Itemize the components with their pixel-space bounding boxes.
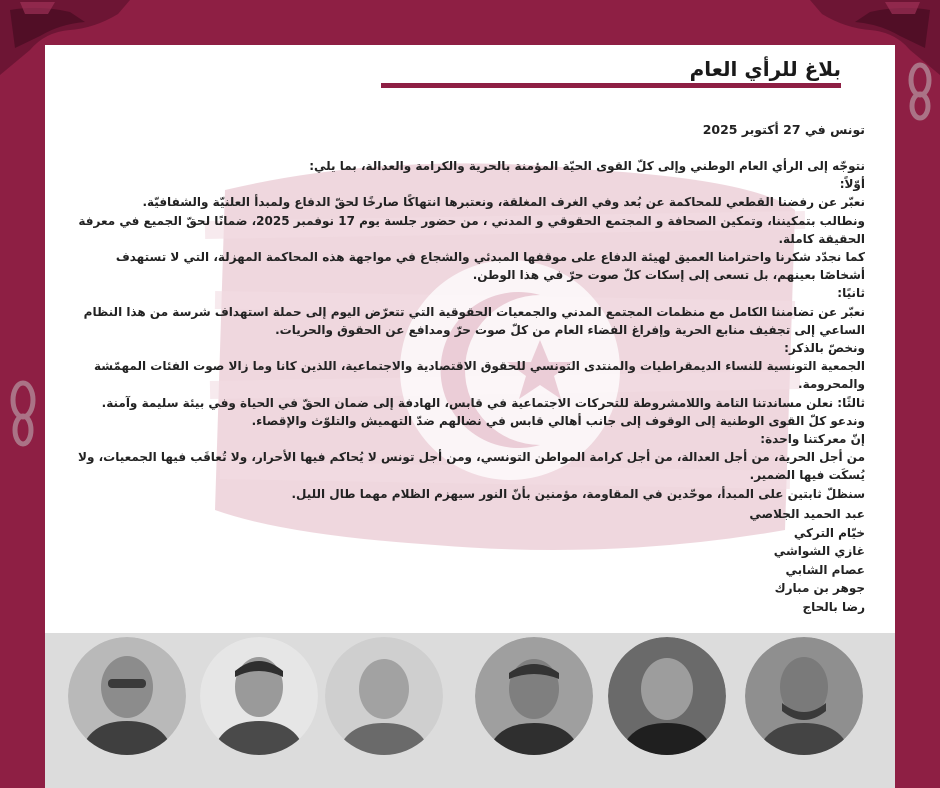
avatar-photo [200, 637, 318, 755]
chain-right-icon [900, 60, 940, 130]
photo-strip [45, 633, 895, 788]
avatar-photo [68, 637, 186, 755]
paragraph: ثالثًا: نعلن مساندتنا التامة واللامشروطة للتحركات الاجتماعية في قابس، الهادفة إلى ضمان الحقّ في الحياة وفي بيئة سليمة وآمنة. [101, 395, 865, 410]
paragraph: من أجل الحرية، من أجل العدالة، من أجل كرامة المواطن التونسي، ومن أجل تونس لا يُحاكم فيها الأحرار، ولا تُعاقَب فيها الجمعيات، ولا يُسكَت فيها الضمير. [78, 450, 865, 483]
paragraph: نتوجّه إلى الرأي العام الوطني وإلى كلّ القوى الحيّة المؤمنة بالحرية والكرامة والعدالة، بما يلي: [309, 159, 865, 173]
signatory-name: غازي الشواشي [773, 544, 865, 558]
paragraph: إنّ معركتنا واحدة: [760, 432, 865, 447]
paragraph: ثانيًا: [837, 286, 865, 301]
paragraph: نعبّر عن رفضنا القطعي للمحاكمة عن بُعد وفي الغرف المغلقة، ونعتبرها انتهاكًا صارخًا لحقّ الدفاع ولمبدأ العلنيّة والشفافيّة. [142, 195, 865, 210]
paragraph: أوّلاً: [839, 177, 865, 192]
statement-card [45, 45, 895, 788]
document-date: تونس في 27 أكتوبر 2025 [702, 122, 865, 137]
paragraph: ونخصّ بالذكر: [784, 341, 865, 356]
statement-body [75, 157, 865, 503]
paragraph: نعبّر عن تضامننا الكامل مع منظمات المجتمع المدني والجمعيات الحقوقية التي تتعرّض اليوم إلى حملة استهداف شرسة من هذا النظام الساعي إلى تجفيف منابع الحرية وإفراغ الفضاء العام من كلّ صوت حرّ ومدافع عن الحقوق والحريات. [83, 304, 865, 337]
signatory-name: عصام الشابي [785, 562, 865, 577]
paragraph: وندعو كلّ القوى الوطنية إلى الوقوف إلى جانب أهالي قابس في نضالهم ضدّ التهميش والتلوّث والإقصاء. [251, 413, 865, 428]
avatar-photo [475, 637, 593, 755]
avatar-photo [325, 637, 443, 755]
paragraph: سنظلّ ثابتين على المبدأ، موحّدين في المقاومة، مؤمنين بأنّ النور سيهزم الظلام مهما طال الليل. [291, 486, 865, 501]
title-accent-bar [381, 83, 841, 88]
signatory-name: جوهر بن مبارك [774, 581, 865, 595]
paragraph: ونطالب بتمكيننا، وتمكين الصحافة و المجتمع الحقوقي و المدني ، من حضور جلسة يوم 17 نوفمبر 2025، ضمانًا لحقّ الجميع في معرفة الحقيقة كاملة. [78, 213, 865, 246]
avatar-photo [608, 637, 726, 755]
paragraph: كما نجدّد شكرنا واحترامنا العميق لهيئة الدفاع على موقفها المبدئي والشجاع في مواجهة هذه المحاكمة المهزلة، التي لا تستهدف أشخاصًا بعينهم، بل تسعى إلى إسكات كلّ صوت حرّ في هذا الوطن. [115, 250, 865, 283]
chain-left-icon [2, 380, 44, 470]
signatory-name: رضا بالحاج [802, 599, 865, 614]
avatar-photo [745, 637, 863, 755]
page-title: بلاغ للرأي العام [689, 57, 841, 81]
signatory-name: عبد الحميد الجلاصي [749, 507, 865, 521]
signatory-name: خيّام التركي [793, 525, 865, 540]
paragraph: الجمعية التونسية للنساء الديمقراطيات والمنتدى التونسي للحقوق الاقتصادية والاجتماعية، اللذين كانا وما زالا صوت الفئات المهمّشة والمحرومة. [93, 359, 865, 392]
signatories-list [749, 505, 865, 616]
